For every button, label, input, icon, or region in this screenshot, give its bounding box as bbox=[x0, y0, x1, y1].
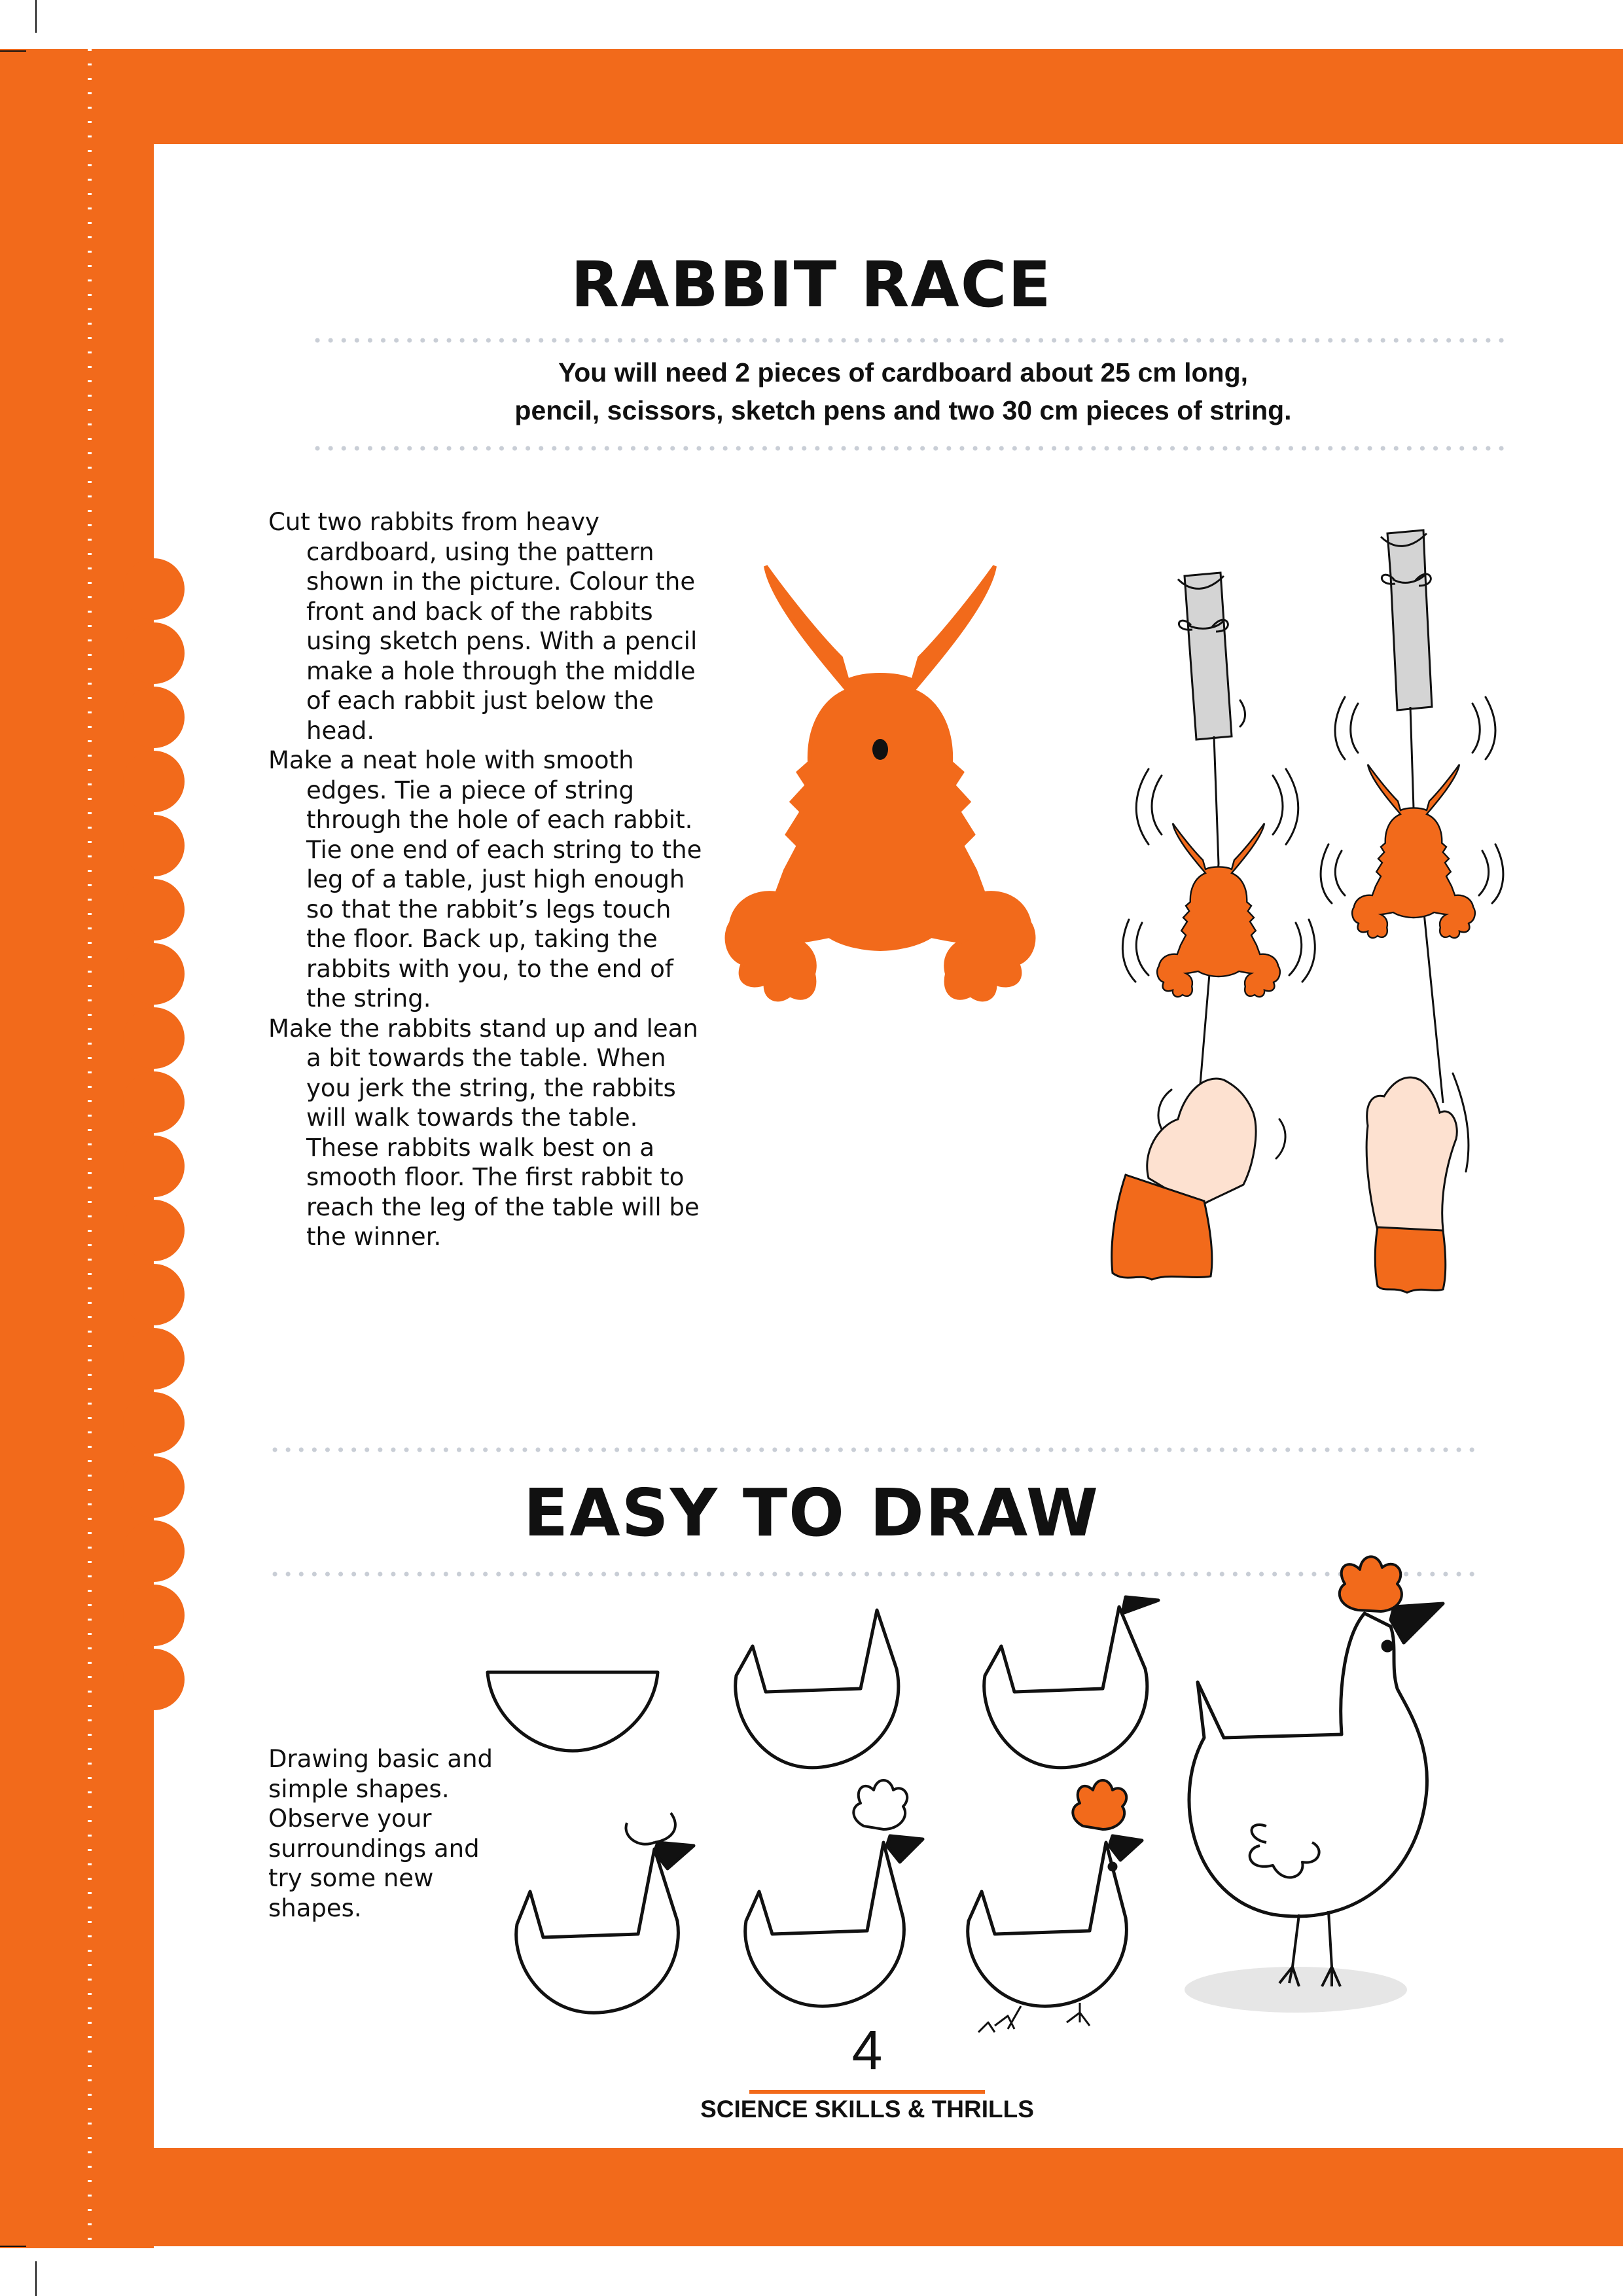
rabbit-on-string-illustration-2 bbox=[1321, 530, 1503, 1293]
easy-to-draw-description: Drawing basic and simple shapes. Observe your surroundings and try some new shapes. bbox=[268, 1745, 493, 1922]
easy-to-draw-title: EASY TO DRAW bbox=[523, 1475, 1100, 1551]
rabbit-race-title: RABBIT RACE bbox=[571, 248, 1052, 321]
hen-step-7-finished bbox=[1185, 1556, 1443, 2013]
scallop bbox=[123, 1007, 185, 1069]
instruction-step-2: Make a neat hole with smooth edges. Tie a piece of string through the hole of each rabbit. Tie one end of each string to the leg of a table, just high enough so that the rabbit’s legs touch the floor. Back up, taking the rabbits with you, to the end of the string. bbox=[268, 746, 702, 1013]
scallop bbox=[123, 622, 185, 684]
hen-step-5 bbox=[745, 1780, 923, 2006]
scallop bbox=[123, 1392, 185, 1454]
book-title: SCIENCE SKILLS & THRILLS bbox=[700, 2096, 1034, 2123]
materials-list bbox=[366, 353, 1440, 429]
hen-step-3 bbox=[984, 1597, 1158, 1768]
hen-drawing-steps bbox=[488, 1556, 1443, 2032]
hen-step-1 bbox=[488, 1672, 658, 1751]
instruction-step-3: Make the rabbits stand up and lean a bit towards the table. When you jerk the string, the rabbits will walk towards the table. These rabbits walk best on a smooth floor. The first rabbit to reach the leg of the table will be the winner. bbox=[268, 1014, 700, 1251]
instruction-step-1: Cut two rabbits from heavy cardboard, using the pattern shown in the picture. Colour the front and back of the rabbits using sketch pens. With a pencil make a hole through the middle of each rabbit just below the head. bbox=[268, 508, 698, 745]
scallop bbox=[123, 1200, 185, 1261]
scallop bbox=[123, 1264, 185, 1325]
scallop bbox=[123, 687, 185, 748]
rabbit-race-instructions bbox=[268, 507, 707, 1252]
scallop bbox=[123, 1136, 185, 1197]
scallop bbox=[123, 1585, 185, 1646]
scallop bbox=[123, 1649, 185, 1710]
scallop bbox=[123, 1328, 185, 1390]
rabbit-on-string-illustration-1 bbox=[1112, 573, 1315, 1280]
hen-step-6 bbox=[968, 1780, 1142, 2032]
hen-step-4 bbox=[516, 1813, 694, 2013]
materials-line-1: You will need 2 pieces of cardboard about 25 cm long, bbox=[558, 357, 1249, 387]
scallop bbox=[123, 879, 185, 941]
footer-underline bbox=[749, 2090, 985, 2094]
scallop bbox=[123, 943, 185, 1005]
rabbit-pattern-illustration bbox=[727, 566, 1034, 999]
frame-top-bar bbox=[0, 49, 1623, 144]
hen-step-2 bbox=[736, 1610, 899, 1768]
scallop bbox=[123, 815, 185, 876]
page-number: 4 bbox=[851, 2019, 883, 2081]
materials-line-2: pencil, scissors, sketch pens and two 30 cm pieces of string. bbox=[514, 395, 1292, 425]
scallop bbox=[123, 1071, 185, 1133]
scallop bbox=[123, 558, 185, 620]
frame-bottom-bar bbox=[0, 2148, 1623, 2246]
scallop bbox=[123, 751, 185, 812]
